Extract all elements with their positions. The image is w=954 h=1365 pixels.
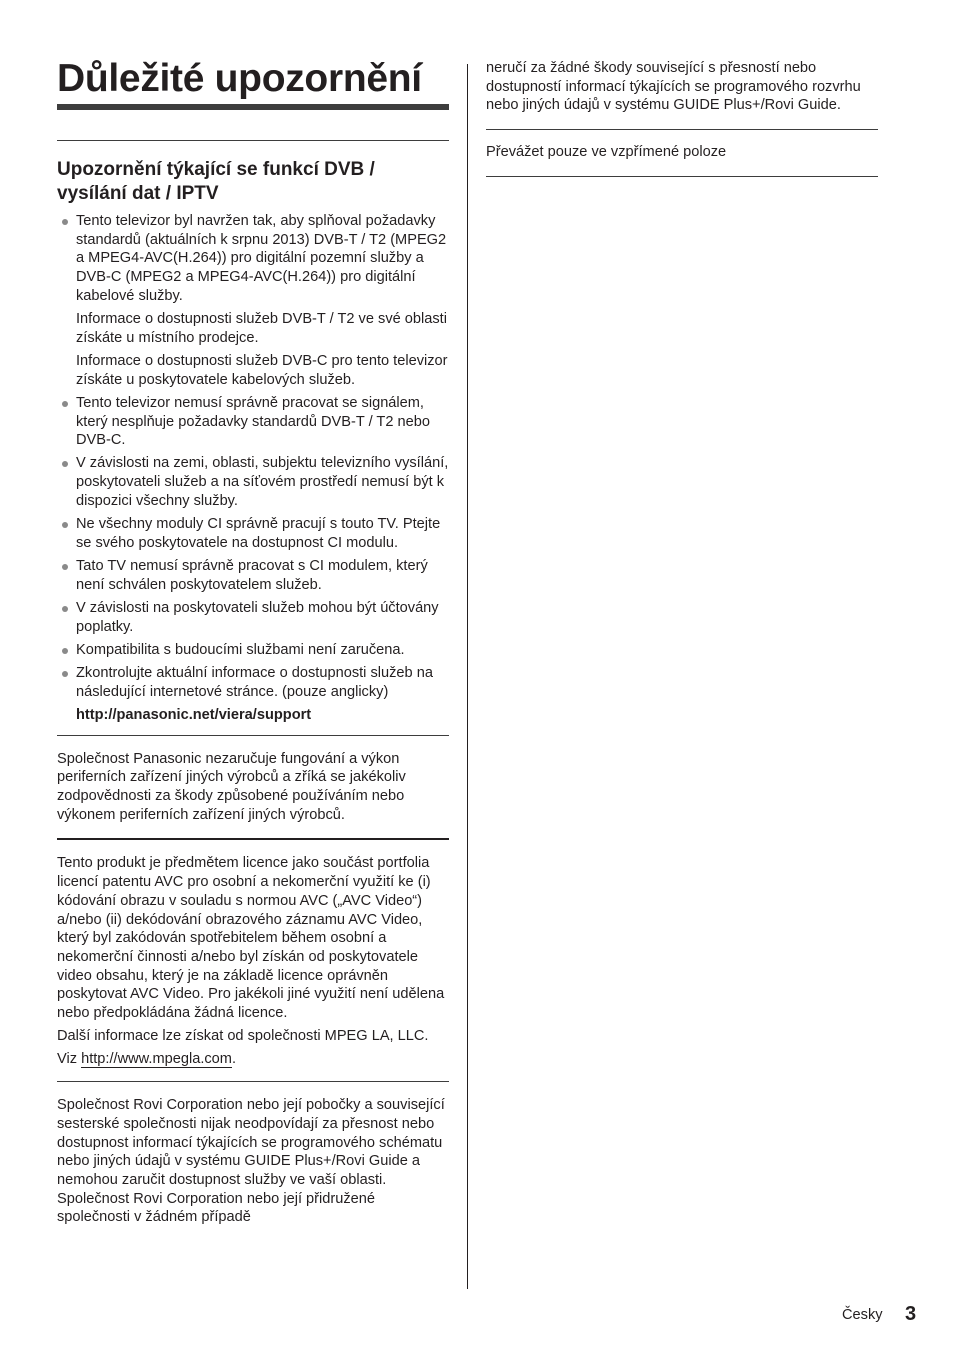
- dvb-section-heading: [57, 158, 449, 206]
- section-divider: [486, 176, 878, 177]
- bullet-text: Kompatibilita s budoucími službami není zaručena.: [76, 641, 405, 658]
- section-divider: [57, 735, 449, 736]
- bullet-text: V závislosti na zemi, oblasti, subjektu televizního vysílání, poskytovateli služeb a na síťovém prostředí nemusí být k dispozici všechny služby.: [76, 455, 449, 509]
- mpegla-reference: [57, 1050, 449, 1069]
- list-item: [57, 394, 449, 450]
- avc-license-text: Tento produkt je předmětem licence jako součást portfolia licencí patentu AVC pro osobní a nekomerční využití ke (i) kódování obrazu v souladu s normou AVC („AVC Video“) a/nebo (ii) dekódování obrazového záznamu AVC Video, který byl zakódován spotřebitelem během osobní a nekomerční činnosti a/nebo byl získán od poskytovatele video obsahu, který je na základě licence oprávněn poskytovat AVC Video. Pro jakékoli jiné využití není udělena nebo předpokládána žádná licence.: [57, 855, 445, 1022]
- bullet-icon: [62, 401, 68, 407]
- bullet-icon: [62, 671, 68, 677]
- bullet-text: Tento televizor byl navržen tak, aby splňoval požadavky standardů (aktuálních k srpnu 2013) DVB-T / T2 (MPEG2 a MPEG4-AVC(H.264)) pro digitální pozemní služby a DVB-C (MPEG2 a MPEG4-AVC(H.264)) pro digitální kabelové služby.: [76, 213, 447, 304]
- list-item: [57, 515, 449, 552]
- bullet-text: Tento televizor nemusí správně pracovat se signálem, který nesplňuje požadavky standardů DVB-T / T2 nebo DVB-C.: [76, 394, 430, 449]
- bullet-icon: [62, 522, 68, 528]
- bullet-subtext: Informace o dostupnosti služeb DVB-T / T2 ve své oblasti získáte u místního prodejce.: [76, 311, 447, 346]
- see-prefix: Viz: [57, 1051, 82, 1068]
- rovi-disclaimer-part1: Společnost Rovi Corporation nebo její pobočky a související sesterské společnosti nijak neodpovídají za přesnost nebo dostupnost informací týkajících se programového schématu nebo jiných údajů v systému GUIDE Plus+/Rovi Guide a nemohou zaručit dostupnost služby ve vaší oblasti. Společnost Rovi Corporation nebo její přidružené společnosti v žádném případě: [57, 1097, 445, 1226]
- bullet-icon: [62, 461, 68, 467]
- list-item: [57, 641, 449, 660]
- list-item: [57, 664, 449, 725]
- dvb-heading-line2: vysílání dat / IPTV: [57, 183, 219, 204]
- bullet-icon: [62, 648, 68, 654]
- bullet-icon: [62, 606, 68, 612]
- section-divider: [57, 140, 449, 141]
- mpeg-la-info: Další informace lze získat od společnosti MPEG LA, LLC.: [57, 1028, 429, 1045]
- bullet-icon: [62, 219, 68, 225]
- see-suffix: .: [231, 1051, 237, 1068]
- dvb-heading-line1: Upozornění týkající se funkcí DVB /: [57, 159, 375, 180]
- panasonic-disclaimer: Společnost Panasonic nezaručuje fungování a výkon periferních zařízení jiných výrobců a zříká se jakékoliv zodpovědnosti za škody způsobené používáním nebo výkonem periferních zařízení jiných výrobců.: [57, 750, 406, 823]
- bullet-text: V závislosti na poskytovateli služeb mohou být účtovány poplatky.: [76, 599, 439, 635]
- list-item: [57, 557, 449, 594]
- bullet-text: Tato TV nemusí správně pracovat s CI modulem, který není schválen poskytovatelem služeb.: [76, 557, 428, 593]
- page-number: 3: [905, 1303, 917, 1325]
- list-item: [57, 212, 449, 389]
- right-column: [486, 56, 878, 177]
- rovi-disclaimer-part2: neručí za žádné škody související s přesností nebo dostupností informací týkajících se programového rozvrhu nebo jiných údajů v systému GUIDE Plus+/Rovi Guide.: [486, 60, 861, 114]
- column-divider: [467, 64, 468, 1289]
- page-title: Důležité upozornění: [57, 57, 422, 100]
- dvb-bullet-list: [57, 212, 449, 725]
- section-divider: [57, 1081, 449, 1082]
- avc-license-block: [57, 854, 449, 1069]
- bullet-text: Zkontrolujte aktuální informace o dostupnosti služeb na následující internetové stránce. (pouze anglicky): [76, 664, 433, 700]
- support-url-link[interactable]: http://panasonic.net/viera/support: [76, 706, 312, 723]
- list-item: [57, 599, 449, 636]
- left-column: [57, 56, 449, 1232]
- list-item: [57, 454, 449, 510]
- title-underline: [57, 104, 449, 110]
- bullet-subtext: Informace o dostupnosti služeb DVB-C pro tento televizor získáte u poskytovatele kabelových služeb.: [76, 352, 448, 388]
- section-divider: [486, 129, 878, 130]
- section-divider: [57, 838, 449, 840]
- bullet-icon: [62, 564, 68, 570]
- bullet-text: Ne všechny moduly CI správně pracují s touto TV. Ptejte se svého poskytovatele na dostupnost CI modulu.: [76, 516, 441, 551]
- language-label: Česky: [842, 1307, 883, 1323]
- mpegla-link[interactable]: http://www.mpegla.com: [81, 1051, 232, 1068]
- transport-note: Převážet pouze ve vzpřímené poloze: [486, 144, 727, 161]
